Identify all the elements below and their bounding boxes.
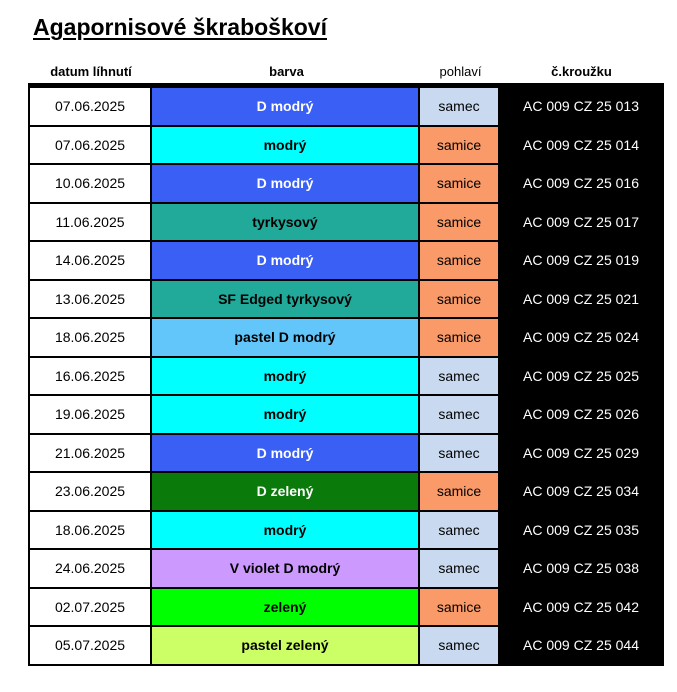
table-row (28, 435, 664, 474)
cell-ring: AC 009 CZ 25 035 (498, 512, 664, 549)
cell-ring: AC 009 CZ 25 016 (498, 165, 664, 202)
cell-color: modrý (152, 127, 420, 164)
cell-date: 07.06.2025 (28, 127, 152, 164)
cell-color: zelený (152, 589, 420, 626)
cell-sex: samice (420, 242, 498, 279)
table-row (28, 319, 664, 358)
page-title: Agapornisové škraboškoví (33, 14, 327, 40)
cell-date: 18.06.2025 (28, 319, 152, 356)
table-row (28, 88, 664, 127)
cell-color: pastel zelený (152, 627, 420, 664)
table-row (28, 165, 664, 204)
table-row (28, 589, 664, 628)
header-ring: č.kroužku (551, 64, 612, 79)
cell-sex: samec (420, 358, 498, 395)
cell-ring: AC 009 CZ 25 042 (498, 589, 664, 626)
cell-color: pastel D modrý (152, 319, 420, 356)
cell-sex: samice (420, 589, 498, 626)
cell-sex: samice (420, 319, 498, 356)
cell-date: 21.06.2025 (28, 435, 152, 472)
header-color: barva (269, 64, 304, 79)
cell-date: 05.07.2025 (28, 627, 152, 664)
cell-color: modrý (152, 396, 420, 433)
cell-date: 23.06.2025 (28, 473, 152, 510)
cell-date: 16.06.2025 (28, 358, 152, 395)
birds-table (28, 83, 664, 666)
table-row (28, 127, 664, 166)
cell-ring: AC 009 CZ 25 017 (498, 204, 664, 241)
cell-sex: samice (420, 473, 498, 510)
cell-color: SF Edged tyrkysový (152, 281, 420, 318)
cell-date: 19.06.2025 (28, 396, 152, 433)
cell-date: 02.07.2025 (28, 589, 152, 626)
cell-color: D zelený (152, 473, 420, 510)
cell-ring: AC 009 CZ 25 026 (498, 396, 664, 433)
cell-sex: samec (420, 512, 498, 549)
cell-color: tyrkysový (152, 204, 420, 241)
table-row (28, 396, 664, 435)
cell-date: 11.06.2025 (28, 204, 152, 241)
cell-date: 18.06.2025 (28, 512, 152, 549)
cell-ring: AC 009 CZ 25 019 (498, 242, 664, 279)
cell-color: D modrý (152, 165, 420, 202)
table-row (28, 550, 664, 589)
cell-date: 14.06.2025 (28, 242, 152, 279)
cell-color: modrý (152, 358, 420, 395)
header-date: datum líhnutí (50, 64, 132, 79)
cell-sex: samice (420, 127, 498, 164)
table-row (28, 281, 664, 320)
cell-date: 10.06.2025 (28, 165, 152, 202)
cell-ring: AC 009 CZ 25 013 (498, 88, 664, 125)
cell-ring: AC 009 CZ 25 029 (498, 435, 664, 472)
cell-ring: AC 009 CZ 25 034 (498, 473, 664, 510)
cell-sex: samice (420, 281, 498, 318)
cell-color: D modrý (152, 242, 420, 279)
cell-sex: samec (420, 88, 498, 125)
table-row (28, 358, 664, 397)
cell-sex: samice (420, 165, 498, 202)
cell-ring: AC 009 CZ 25 021 (498, 281, 664, 318)
cell-ring: AC 009 CZ 25 025 (498, 358, 664, 395)
table-header (30, 64, 663, 82)
cell-ring: AC 009 CZ 25 024 (498, 319, 664, 356)
cell-sex: samec (420, 435, 498, 472)
table-row (28, 512, 664, 551)
cell-ring: AC 009 CZ 25 044 (498, 627, 664, 664)
table-row (28, 473, 664, 512)
cell-color: modrý (152, 512, 420, 549)
cell-color: V violet D modrý (152, 550, 420, 587)
cell-color: D modrý (152, 435, 420, 472)
cell-sex: samec (420, 550, 498, 587)
table-row (28, 242, 664, 281)
cell-sex: samec (420, 627, 498, 664)
cell-color: D modrý (152, 88, 420, 125)
cell-sex: samice (420, 204, 498, 241)
cell-sex: samec (420, 396, 498, 433)
header-sex: pohlaví (439, 64, 482, 79)
table-row (28, 204, 664, 243)
cell-date: 24.06.2025 (28, 550, 152, 587)
table-row (28, 627, 664, 666)
cell-date: 07.06.2025 (28, 88, 152, 125)
cell-ring: AC 009 CZ 25 038 (498, 550, 664, 587)
cell-date: 13.06.2025 (28, 281, 152, 318)
cell-ring: AC 009 CZ 25 014 (498, 127, 664, 164)
